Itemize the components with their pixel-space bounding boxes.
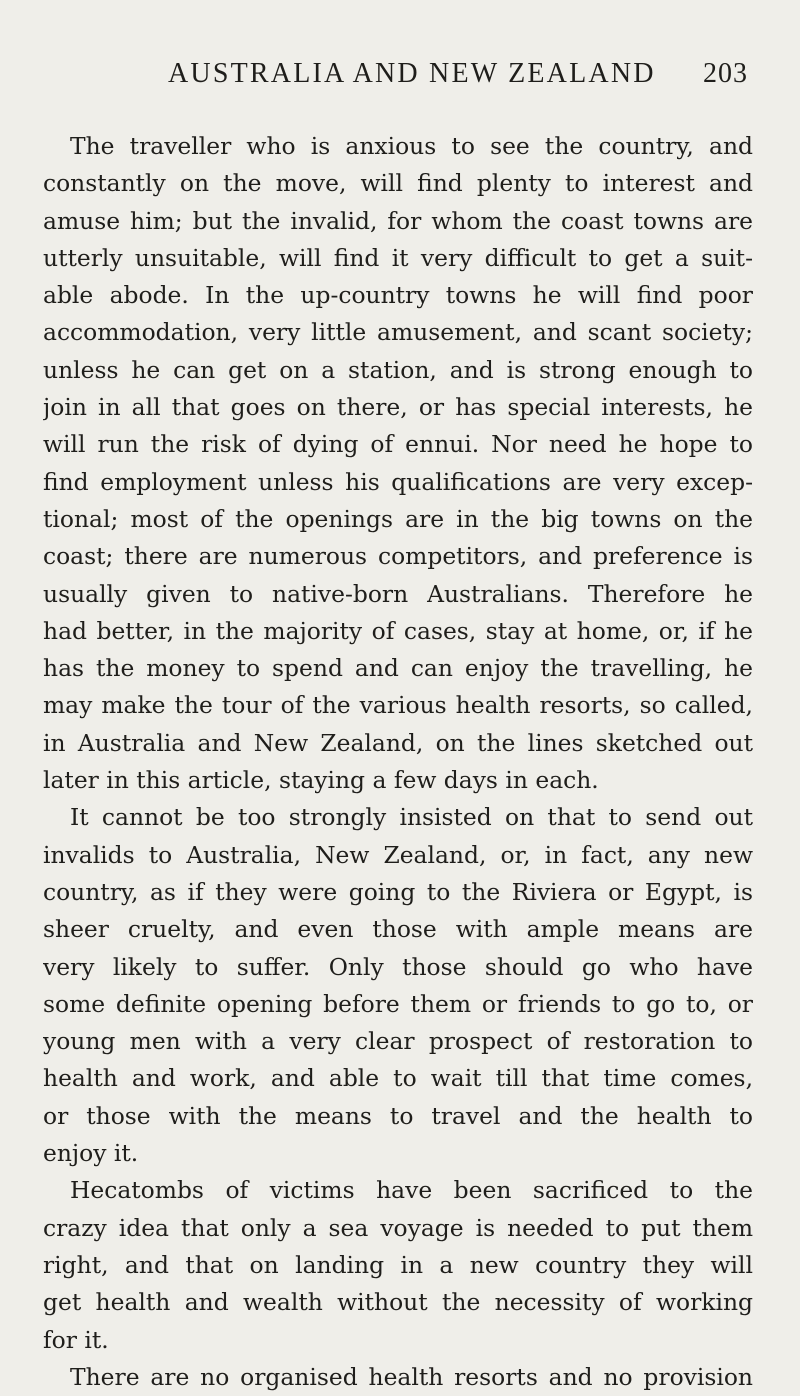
text-line: There are no organised health resorts and no provision xyxy=(70,1362,753,1391)
text-line: very likely to suffer. Only those should go who have xyxy=(43,952,753,981)
page-number: 203 xyxy=(703,58,748,89)
text-line: in Australia and New Zealand, on the lines sketched out xyxy=(43,728,753,757)
text-line: may make the tour of the various health resorts, so called, xyxy=(43,691,753,720)
text-line: has the money to spend and can enjoy the travelling, he xyxy=(43,654,753,683)
body-text xyxy=(43,128,753,1396)
text-line: utterly unsuitable, will find it very difficult to get a suit- xyxy=(43,243,753,272)
text-line: join in all that goes on there, or has special interests, he xyxy=(43,393,753,422)
text-line: for it. xyxy=(43,1325,109,1354)
text-line: young men with a very clear prospect of restoration to xyxy=(43,1027,753,1056)
text-line: invalids to Australia, New Zealand, or, in fact, any new xyxy=(43,840,753,869)
text-line: country, as if they were going to the Riviera or Egypt, is xyxy=(43,877,753,906)
text-line: tional; most of the openings are in the big towns on the xyxy=(43,504,753,533)
text-line: unless he can get on a station, and is strong enough to xyxy=(43,355,753,384)
text-line: amuse him; but the invalid, for whom the coast towns are xyxy=(43,206,753,235)
text-line: enjoy it. xyxy=(43,1139,139,1168)
text-line: The traveller who is anxious to see the country, and xyxy=(70,132,753,160)
text-line: constantly on the move, will find plenty to interest and xyxy=(43,169,753,198)
running-title: AUSTRALIA AND NEW ZEALAND xyxy=(168,58,656,89)
text-line: coast; there are numerous competitors, and preference is xyxy=(43,542,753,571)
text-line: It cannot be too strongly insisted on that to send out xyxy=(70,803,753,832)
text-line: able abode. In the up-country towns he will find poor xyxy=(43,281,753,310)
text-line: crazy idea that only a sea voyage is needed to put them xyxy=(43,1213,753,1242)
text-line: will run the risk of dying of ennui. Nor need he hope to xyxy=(43,430,753,459)
text-line: find employment unless his qualifications are very excep- xyxy=(43,467,753,496)
text-line: sheer cruelty, and even those with ample means are xyxy=(43,915,753,944)
running-head xyxy=(0,54,800,94)
text-line: right, and that on landing in a new country they will xyxy=(43,1250,753,1279)
text-line: get health and wealth without the necessity of working xyxy=(43,1288,753,1317)
text-line: health and work, and able to wait till that time comes, xyxy=(43,1064,753,1093)
text-line: Hecatombs of victims have been sacrificed to the xyxy=(70,1176,753,1205)
text-line: later in this article, staying a few days in each. xyxy=(43,766,599,795)
text-line: had better, in the majority of cases, stay at home, or, if he xyxy=(43,616,753,645)
text-line: accommodation, very little amusement, and scant society; xyxy=(43,318,753,347)
text-line: some definite opening before them or friends to go to, or xyxy=(43,989,753,1018)
text-line: or those with the means to travel and the health to xyxy=(43,1101,753,1130)
text-line: usually given to native-born Australians. Therefore he xyxy=(43,579,753,608)
